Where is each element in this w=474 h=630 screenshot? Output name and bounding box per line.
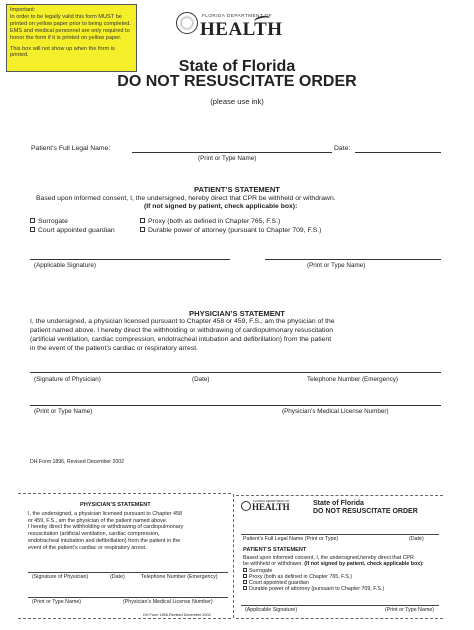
patient-statement-line2: (If not signed by patient, check applicable box): bbox=[144, 203, 298, 210]
form-number: DH Form 1896, Revised December 2002 bbox=[30, 459, 124, 465]
wallet-proxy-label: Proxy (both as defined in Chapter 765, F.S.) bbox=[249, 574, 353, 580]
wallet-license-caption: (Physician’s Medical License Number) bbox=[123, 599, 213, 605]
wallet-print-caption: (Print or Type Name) bbox=[32, 599, 82, 605]
state-seal-icon bbox=[176, 12, 198, 34]
patient-name-field[interactable] bbox=[132, 152, 332, 153]
wallet-line2b: (If not signed by patient, check applicable box): bbox=[304, 561, 424, 567]
ink-note: (please use ink) bbox=[210, 97, 264, 106]
physician-statement-heading: PHYSICIAN’S STATEMENT bbox=[189, 309, 285, 318]
wallet-poa-option[interactable] bbox=[243, 586, 384, 592]
wallet-logo-dept: FLORIDA DEPARTMENT OF bbox=[253, 499, 290, 503]
florida-health-logo bbox=[176, 12, 288, 48]
wallet-text-line: I hereby direct the withholding or withdrawing of cardiopulmonary bbox=[28, 524, 184, 531]
wallet-physician-sig-field[interactable] bbox=[28, 572, 228, 573]
wallet-line2a: be withheld or withdrawn. bbox=[243, 561, 303, 567]
wallet-applicable-sig-field[interactable] bbox=[241, 605, 439, 606]
physician-print-caption: (Print or Type Name) bbox=[34, 408, 93, 415]
wallet-physician-heading: PHYSICIAN’S STATEMENT bbox=[80, 502, 151, 508]
cut-line-right-top bbox=[236, 495, 443, 496]
wallet-proxy-checkbox[interactable] bbox=[243, 574, 247, 578]
wallet-surrogate-checkbox[interactable] bbox=[243, 568, 247, 572]
date-label: Date: bbox=[334, 145, 351, 152]
physician-text-line: (artificial ventilation, cardiac compression, endotracheal intubation and defibrillation) from the patient bbox=[30, 335, 332, 343]
patient-name-label: Patient’s Full Legal Name: bbox=[31, 145, 111, 152]
cut-line-right-bottom bbox=[236, 618, 443, 619]
patient-statement-name-field[interactable] bbox=[265, 259, 441, 260]
applicable-signature-field[interactable] bbox=[30, 259, 230, 260]
physician-signature-caption: (Signature of Physician) bbox=[34, 376, 101, 383]
wallet-text-line: I, the undersigned, a physician licensed pursuant to Chapter 458 bbox=[28, 511, 183, 517]
wallet-physician-text bbox=[28, 511, 228, 551]
wallet-health-logo bbox=[241, 499, 299, 515]
guardian-checkbox[interactable] bbox=[30, 227, 35, 232]
wallet-form-number: DH Form 1896,Revised December 2002 bbox=[143, 613, 211, 617]
notice-text: In order to be legally valid this form MUST be printed on yellow paper prior to being completed. EMS and medical personnel are only required to honor the form if it is printed on yellow paper. bbox=[10, 13, 131, 41]
license-number-caption: (Physician’s Medical License Number) bbox=[282, 408, 389, 415]
guardian-label: Court appointed guardian bbox=[38, 227, 115, 234]
wallet-text-line: event of the patient’s cardiac or respiratory arrest. bbox=[28, 544, 147, 551]
physician-text-line: I, the undersigned, a physician licensed pursuant to Chapter 458 or 459, F.S., am the physician of the bbox=[30, 318, 335, 325]
proxy-option[interactable] bbox=[140, 218, 280, 225]
notice-text-2: This box will not show up when the form is printed. bbox=[10, 45, 115, 59]
poa-option[interactable] bbox=[140, 227, 321, 234]
wallet-date-caption-right: (Date) bbox=[409, 536, 424, 542]
wallet-name-caption: Patient’s Full Legal Name (Print or Type) bbox=[243, 536, 339, 542]
emergency-phone-caption: Telephone Number (Emergency) bbox=[307, 376, 398, 383]
wallet-patient-line2 bbox=[243, 561, 424, 567]
surrogate-option[interactable] bbox=[30, 218, 68, 225]
physician-statement-text bbox=[30, 318, 450, 354]
wallet-poa-label: Durable power of attorney (pursuant to Chapter 709, F.S.) bbox=[249, 586, 385, 592]
form-title: DO NOT RESUSCITATE ORDER bbox=[117, 73, 357, 90]
wallet-logo-health: HEALTH bbox=[252, 502, 290, 512]
wallet-seal-icon bbox=[241, 501, 251, 511]
guardian-option[interactable] bbox=[30, 227, 115, 234]
patient-statement-heading: PATIENT’S STATEMENT bbox=[194, 185, 280, 194]
logo-dept-text: FLORIDA DEPARTMENT OF bbox=[202, 13, 273, 18]
wallet-text-line: or 459, F.S., am the physician of the patient named above. bbox=[28, 517, 168, 524]
patient-statement-line1: Based upon informed consent, I, the undersigned, hereby direct that CPR be withheld or withdrawn. bbox=[36, 195, 336, 202]
wallet-applicable-sig-caption: (Applicable Signature) bbox=[245, 607, 298, 613]
cut-line-left-bottom bbox=[18, 618, 231, 619]
wallet-state-title: State of Florida bbox=[313, 500, 364, 507]
date-field[interactable] bbox=[355, 152, 441, 153]
logo-health-text: HEALTH bbox=[200, 19, 283, 40]
wallet-print-caption-right: (Print or Type Name) bbox=[385, 607, 435, 613]
wallet-sig-caption: (Signature of Physician) bbox=[32, 574, 89, 580]
wallet-physician-name-field[interactable] bbox=[28, 597, 228, 598]
physician-text-line: in the event of the patient’s cardiac or respiratory arrest. bbox=[30, 344, 198, 352]
wallet-patient-heading: PATIENT’S STATEMENT bbox=[243, 547, 307, 553]
wallet-guardian-label: Court appointed guardian bbox=[249, 580, 309, 586]
wallet-surrogate-label: Surrogate bbox=[249, 568, 273, 574]
wallet-patient-name-field[interactable] bbox=[241, 534, 439, 535]
notice-heading: Important: bbox=[10, 7, 36, 13]
applicable-signature-caption: (Applicable Signature) bbox=[34, 262, 96, 269]
physician-name-license-field[interactable] bbox=[30, 405, 441, 406]
physician-signature-field[interactable] bbox=[30, 372, 441, 373]
wallet-patient-line1: Based upon informed consent, I, the undersigned,hereby direct that CPR bbox=[243, 555, 414, 561]
cut-line-left-top bbox=[18, 493, 231, 494]
wallet-text-line: endotracheal intubation and defibrillation) from the patient in the bbox=[28, 537, 181, 544]
surrogate-checkbox[interactable] bbox=[30, 218, 35, 223]
physician-text-line: patient named above. I hereby direct the withholding or withdrawing of cardiopulmonary resuscitation bbox=[30, 326, 334, 334]
patient-print-caption: (Print or Type Name) bbox=[198, 155, 257, 162]
wallet-form-title: DO NOT RESUSCITATE ORDER bbox=[313, 508, 418, 515]
cut-line-middle bbox=[233, 494, 234, 618]
wallet-date-caption: (Date) bbox=[110, 574, 125, 580]
patient-statement-print-caption: (Print or Type Name) bbox=[307, 262, 366, 269]
poa-checkbox[interactable] bbox=[140, 227, 145, 232]
poa-label: Durable power of attorney (pursuant to Chapter 709, F.S.) bbox=[148, 227, 322, 234]
wallet-guardian-checkbox[interactable] bbox=[243, 580, 247, 584]
proxy-checkbox[interactable] bbox=[140, 218, 145, 223]
wallet-text-line: resuscitation (artificial ventilation, cardiac compression, bbox=[28, 531, 160, 538]
proxy-label: Proxy (both as defined in Chapter 765, F.S.) bbox=[148, 218, 281, 225]
physician-date-caption: (Date) bbox=[192, 376, 210, 383]
surrogate-label: Surrogate bbox=[38, 218, 68, 225]
state-title: State of Florida bbox=[178, 58, 296, 75]
wallet-phone-caption: Telephone Number (Emergency) bbox=[141, 574, 218, 580]
wallet-poa-checkbox[interactable] bbox=[243, 586, 247, 590]
